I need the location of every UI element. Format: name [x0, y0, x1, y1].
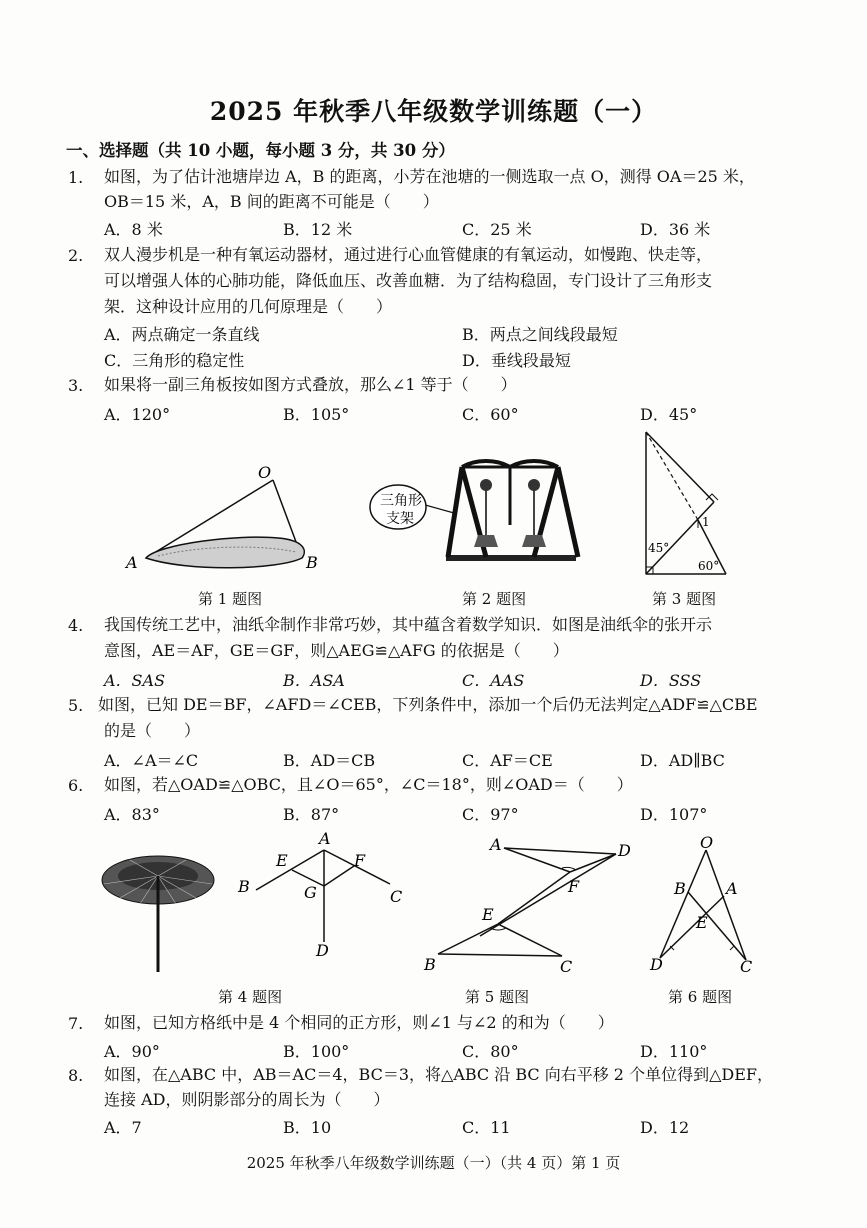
label-o: O	[700, 834, 714, 852]
option-d[interactable]: D．SSS	[640, 671, 702, 690]
label-c: C	[390, 887, 403, 906]
option-d[interactable]: D．110°	[640, 1042, 708, 1061]
option-b[interactable]: B．87°	[283, 805, 340, 824]
figure-caption: 第 1 题图	[198, 590, 263, 608]
question-text: 我国传统工艺中，油纸伞制作非常巧妙，其中蕴含着数学知识．如图是油纸伞的张开示	[104, 615, 713, 634]
callout-line-1: 三角形	[380, 493, 422, 509]
question-number: 3.	[68, 376, 84, 395]
label-b: B	[674, 879, 686, 898]
figure-caption: 第 2 题图	[462, 590, 527, 608]
figure-5	[420, 834, 642, 976]
question-text: 如图，已知方格纸中是 4 个相同的正方形，则∠1 与∠2 的和为（ ）	[104, 1013, 614, 1032]
option-b[interactable]: B．105°	[283, 405, 350, 424]
option-b[interactable]: B．ASA	[283, 671, 345, 690]
option-c[interactable]: C．25 米	[462, 220, 532, 239]
figure-6	[646, 834, 758, 978]
option-c[interactable]: C．三角形的稳定性	[104, 351, 245, 370]
label-e: E	[482, 905, 494, 924]
figure-caption: 第 5 题图	[465, 988, 530, 1006]
angle-60-label: 60°	[698, 559, 720, 573]
question-text: 意图，AE＝AF，GE＝GF，则△AEG≌△AFG 的依据是（ ）	[104, 641, 569, 660]
question-text: 如果将一副三角板按如图方式叠放，那么∠1 等于（ ）	[104, 375, 517, 394]
figure-2	[366, 455, 590, 580]
page-footer: 2025 年秋季八年级数学训练题（一）（共 4 页）第 1 页	[246, 1154, 621, 1172]
question-number: 7.	[68, 1014, 84, 1033]
label-d: D	[618, 841, 631, 860]
question-text: 如图，为了估计池塘岸边 A，B 的距离，小芳在池塘的一侧选取一点 O，测得 OA＝25 米，	[104, 167, 755, 186]
question-text: 如图，已知 DE＝BF，∠AFD＝∠CEB，下列条件中，添加一个后仍无法判定△ADF≌△CBE	[98, 695, 758, 714]
option-a[interactable]: A．120°	[104, 405, 171, 424]
question-number: 1.	[68, 168, 84, 187]
figure-caption: 第 6 题图	[668, 988, 733, 1006]
figure-1	[118, 458, 328, 578]
figure-caption: 第 3 题图	[652, 590, 717, 608]
question-number: 4.	[68, 616, 84, 635]
option-c[interactable]: C．60°	[462, 405, 519, 424]
question-text: 连接 AD，则阴影部分的周长为（ ）	[104, 1090, 390, 1109]
question-text: OB＝15 米，A，B 间的距离不可能是（ ）	[104, 192, 439, 211]
label-c: C	[560, 957, 573, 976]
option-d[interactable]: D．垂线段最短	[462, 351, 571, 370]
option-d[interactable]: D．45°	[640, 405, 698, 424]
label-d: D	[650, 955, 663, 974]
option-a[interactable]: A．90°	[104, 1042, 160, 1061]
option-a[interactable]: A．两点确定一条直线	[104, 325, 260, 344]
label-f: F	[568, 877, 580, 896]
label-b: B	[424, 955, 436, 974]
option-d[interactable]: D．36 米	[640, 220, 711, 239]
question-text: 双人漫步机是一种有氧运动器材，通过进行心血管健康的有氧运动，如慢跑、快走等，	[104, 245, 713, 264]
label-a: A	[490, 835, 502, 854]
figure-caption: 第 4 题图	[218, 988, 283, 1006]
question-text: 如图，若△OAD≌△OBC，且∠O＝65°，∠C＝18°，则∠OAD＝（ ）	[104, 775, 633, 794]
label-a: A	[126, 553, 138, 572]
question-number: 6.	[68, 776, 84, 795]
label-d: D	[316, 941, 329, 960]
question-text: 的是（ ）	[104, 721, 201, 740]
option-a[interactable]: A．8 米	[104, 220, 163, 239]
label-e: E	[696, 913, 708, 932]
label-a: A	[319, 832, 331, 848]
option-d[interactable]: D．AD∥BC	[640, 751, 725, 770]
umbrella-image	[100, 850, 218, 974]
option-a[interactable]: A．83°	[104, 805, 160, 824]
label-b: B	[306, 553, 318, 572]
option-a[interactable]: A．SAS	[104, 671, 166, 690]
option-b[interactable]: B．两点之间线段最短	[462, 325, 618, 344]
figure-4	[232, 832, 408, 962]
question-number: 2.	[68, 246, 84, 265]
option-d[interactable]: D．107°	[640, 805, 708, 824]
option-a[interactable]: A．∠A＝∠C	[104, 751, 199, 770]
angle-1-label: 1	[702, 515, 710, 529]
option-a[interactable]: A．7	[104, 1118, 142, 1137]
option-c[interactable]: C．97°	[462, 805, 519, 824]
option-b[interactable]: B．AD＝CB	[283, 751, 376, 770]
option-d[interactable]: D．12	[640, 1118, 690, 1137]
label-b: B	[238, 877, 250, 896]
question-number: 8.	[68, 1066, 84, 1085]
question-number: 5.	[68, 696, 84, 715]
option-b[interactable]: B．100°	[283, 1042, 350, 1061]
question-text: 架．这种设计应用的几何原理是（ ）	[104, 297, 393, 316]
angle-45-label: 45°	[648, 541, 670, 555]
callout-line-2: 支架	[386, 511, 414, 527]
option-c[interactable]: C．11	[462, 1118, 511, 1137]
question-text: 如图，在△ABC 中，AB＝AC＝4，BC＝3，将△ABC 沿 BC 向右平移 2 个单位得到△DEF，	[104, 1065, 773, 1084]
option-c[interactable]: C．AF＝CE	[462, 751, 553, 770]
option-c[interactable]: C．AAS	[462, 671, 525, 690]
option-b[interactable]: B．12 米	[283, 220, 353, 239]
figure-3	[638, 428, 734, 578]
option-b[interactable]: B．10	[283, 1118, 332, 1137]
section-heading: 一、选择题（共 10 小题，每小题 3 分，共 30 分）	[66, 141, 455, 160]
label-f: F	[354, 851, 366, 870]
option-c[interactable]: C．80°	[462, 1042, 519, 1061]
label-a: A	[726, 879, 738, 898]
label-e: E	[276, 851, 288, 870]
question-text: 可以增强人体的心肺功能，降低血压、改善血糖．为了结构稳固，专门设计了三角形支	[104, 271, 713, 290]
page-title: 2025 年秋季八年级数学训练题（一）	[209, 97, 658, 126]
label-g: G	[304, 883, 317, 902]
label-o: O	[258, 463, 272, 482]
label-c: C	[740, 957, 753, 976]
